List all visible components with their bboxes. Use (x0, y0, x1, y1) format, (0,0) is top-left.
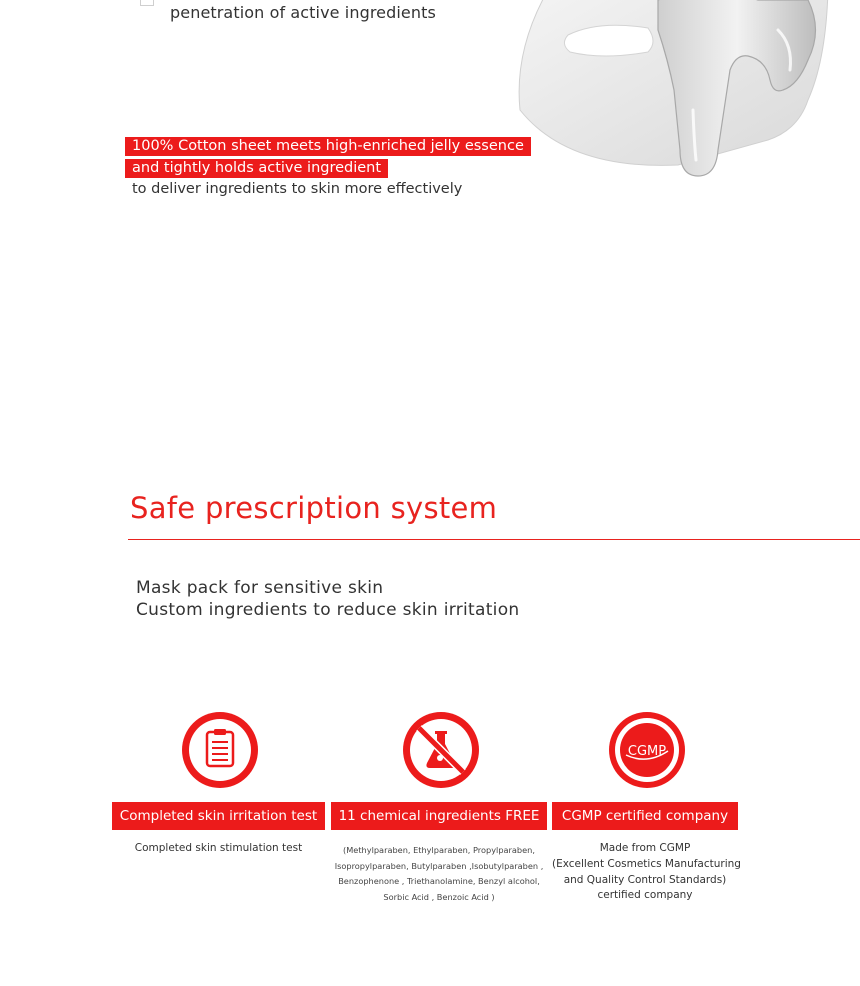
intro-line-2: Custom ingredients to reduce skin irritation (136, 600, 520, 620)
section-title: Safe prescription system (130, 491, 498, 525)
section-divider (128, 539, 860, 540)
chemical-list-line: (Methylparaben, Ethylparaben, Propylparaben, (343, 845, 535, 855)
highlight-line-1: 100% Cotton sheet meets high-enriched jelly essence (125, 137, 531, 156)
badge-cgmp-certified: CGMP certified company (552, 802, 738, 830)
cgmp-description-line: certified company (597, 889, 693, 902)
feature-line: penetration of active ingredients (170, 3, 436, 22)
highlight-line-2: and tightly holds active ingredient (125, 159, 388, 178)
cgmp-description-line: and Quality Control Standards) (563, 873, 727, 886)
chemical-list-line: Isopropylparaben, Butylparaben ,Isobutylparaben , (334, 860, 544, 871)
bullet-marker (140, 0, 154, 6)
cgmp-description-line: (Excellent Cosmetics Manufacturing (552, 857, 741, 870)
cgmp-description-line: Made from CGMP (599, 842, 691, 854)
badge-skin-irritation-test: Completed skin irritation test (112, 802, 325, 830)
sheet-mask-illustration (508, 0, 838, 190)
no-chemicals-icon (402, 711, 480, 789)
cgmp-icon (608, 711, 686, 789)
description-line: to deliver ingredients to skin more effectively (132, 181, 463, 197)
cgmp-icon-label: CGMP (627, 744, 667, 759)
feature-description: Completed skin stimulation test (134, 842, 303, 854)
intro-line-1: Mask pack for sensitive skin (136, 578, 384, 598)
clipboard-icon (181, 711, 259, 789)
chemical-list-line: Sorbic Acid , Benzoic Acid ) (383, 891, 495, 902)
chemical-list-line: Benzophenone , Triethanolamine, Benzyl alcohol, (338, 876, 540, 887)
badge-chemical-free: 11 chemical ingredients FREE (331, 802, 547, 830)
cgmp-description (552, 841, 741, 904)
chemical-list (331, 843, 547, 905)
